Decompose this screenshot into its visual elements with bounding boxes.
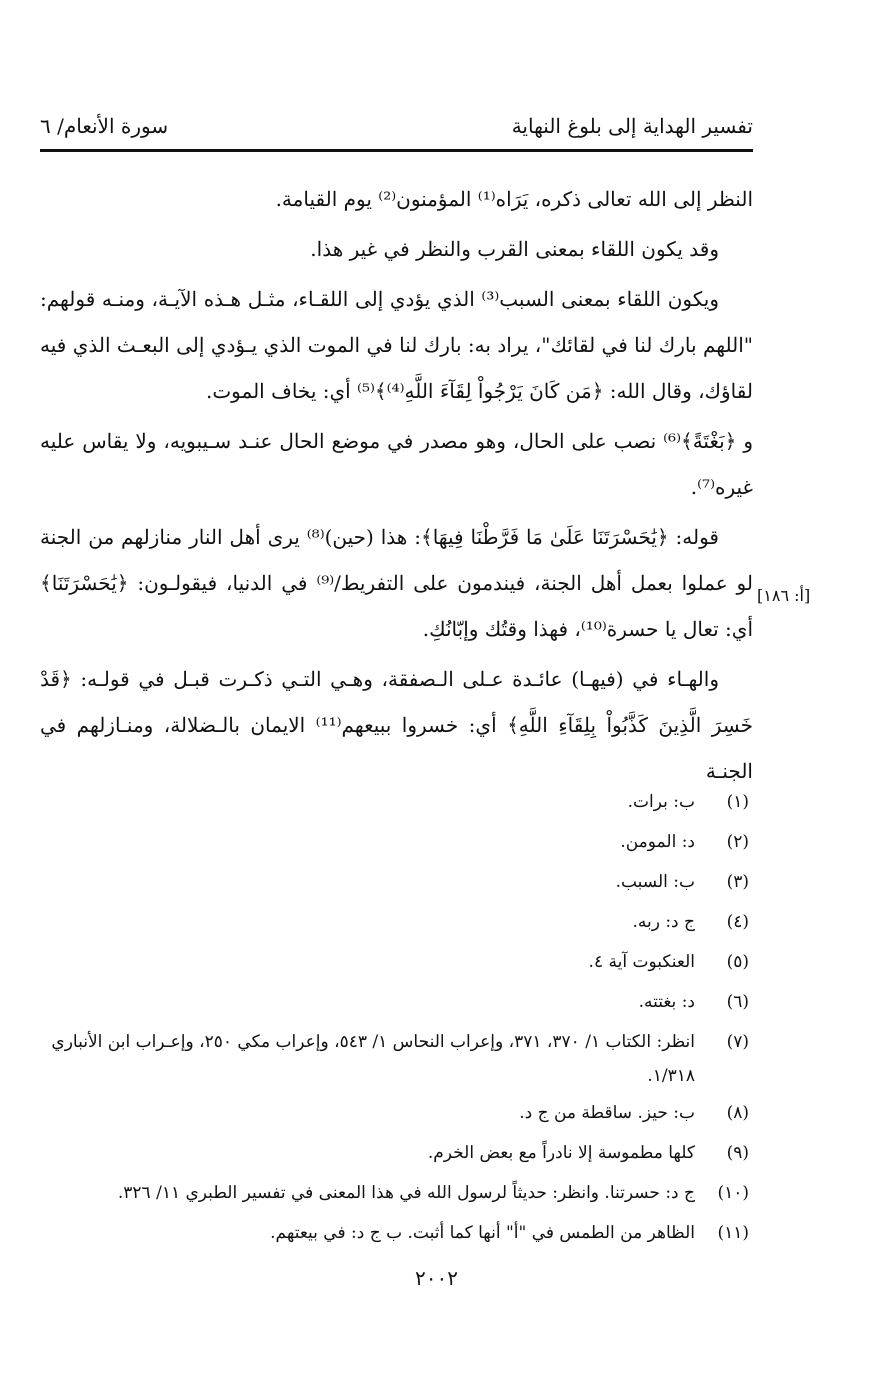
footnote (40, 782, 753, 822)
footnote (40, 862, 753, 902)
footnote-number: (٥) (726, 952, 749, 972)
footnote-number: (٦) (726, 992, 749, 1012)
footnote-number: (١٠) (717, 1183, 749, 1203)
paragraph: والهـاء في (فيهـا) عائـدة عـلى الـصفقة، وهـي التـي ذكـرت قبـل في قولـه: ﴿قَدْ خَسِرَ الَّذِينَ كَذَّبُواْ بِلِقَآءِ اللَّهِ﴾ أي: خسروا ببيعهم⁽¹¹⁾ الايمان بالـضلالة، ومنـازلهم في الجنـة (40, 667, 753, 783)
footnote-number: (١١) (717, 1223, 749, 1243)
footnote-text: ب: برات. (627, 792, 695, 812)
footnote-text: ج د: حسرتنا. وانظر: حديثاً لرسول الله في هذا المعنى في تفسير الطبري ١١/ ٣٢٦. (117, 1183, 695, 1203)
footnote (40, 822, 753, 862)
header-rule (40, 149, 753, 152)
footnote-number: (٣) (726, 872, 749, 892)
paragraph: قوله: ﴿يَٰحَسْرَتَنَا عَلَىٰ مَا فَرَّطْنَا فِيهَا﴾: هذا (حين)⁽⁸⁾ يرى أهل النار منازلهم من الجنة لو عملوا بعمل أهل الجنة، فيندمون على التفريط/⁽⁹⁾ في الدنيا، فيقولـون: ﴿يَٰحَسْرَتَنَا﴾ أي: تعال يا حسرة⁽¹⁰⁾، فهذا وقتُك وإبّانُكِ. (40, 525, 753, 641)
footnote-text: العنكبوت آية ٤. (588, 952, 695, 972)
footnote (40, 1133, 753, 1173)
footnote (40, 1093, 753, 1133)
main-text (40, 176, 753, 798)
footnote (40, 1213, 753, 1253)
footnote-text: د: بغتته. (638, 992, 695, 1012)
footnote-text: ب: حيز. ساقطة من ج د. (519, 1103, 695, 1123)
footnote-number: (٨) (726, 1103, 749, 1123)
footnote-number: (٩) (726, 1143, 749, 1163)
footnote-text: ج د: ربه. (632, 912, 695, 932)
footnote-text: الظاهر من الطمس في "أ" أنها كما أثبت. ب ج د: في بيعتهم. (270, 1223, 695, 1243)
manuscript-folio-ref: [أ: ١٨٦] (757, 586, 811, 605)
footnote (40, 1173, 753, 1213)
surah-title: سورة الأنعام/ ٦ (40, 114, 169, 138)
footnote (40, 942, 753, 982)
book-title: تفسير الهداية إلى بلوغ النهاية (511, 114, 753, 138)
footnote-number: (٢) (726, 832, 749, 852)
running-header (40, 108, 753, 148)
paragraph: ويكون اللقاء بمعنى السبب⁽³⁾ الذي يؤدي إلى اللقـاء، مثـل هـذه الآيـة، ومنـه قولهم: "اللهم بارك لنا في لقائك"، يراد به: بارك لنا في الموت الذي يـؤدي إلى البعـث الذي فيه لقاؤك، وقال الله: ﴿مَن كَانَ يَرْجُواْ لِقَآءَ اللَّهِ⁽⁴⁾﴾⁽⁵⁾ أي: يخاف الموت. (40, 287, 753, 403)
footnote (40, 902, 753, 942)
footnote-text: انظر: الكتاب ١/ ٣٧٠، ٣٧١، وإعراب النحاس ١/ ٥٤٣، وإعراب مكي ٢٥٠، وإعـراب ابن الأنباري ١/٣١٨. (51, 1032, 695, 1086)
paragraph: و ﴿بَغْتَةً﴾⁽⁶⁾ نصب على الحال، وهو مصدر في موضع الحال عنـد سـيبويه، ولا يقاس عليه غيره⁽⁷⁾. (40, 429, 753, 499)
footnote-text: ب: السبب. (615, 872, 695, 892)
footnote (40, 982, 753, 1022)
paragraph: النظر إلى الله تعالى ذكره، يَرَاه⁽¹⁾ المؤمنون⁽²⁾ يوم القيامة. (275, 187, 753, 211)
page-number: ٢٠٠٢ (415, 1266, 458, 1290)
footnotes (40, 782, 753, 1253)
footnote-text: كلها مطموسة إلا نادراً مع بعض الخرم. (427, 1143, 695, 1163)
footnote-number: (٤) (726, 912, 749, 932)
footnote (40, 1022, 753, 1093)
footnote-number: (٧) (726, 1032, 749, 1052)
paragraph: وقد يكون اللقاء بمعنى القرب والنظر في غير هذا. (310, 237, 719, 261)
footnote-text: د: المومن. (620, 832, 695, 852)
footnote-number: (١) (726, 792, 749, 812)
